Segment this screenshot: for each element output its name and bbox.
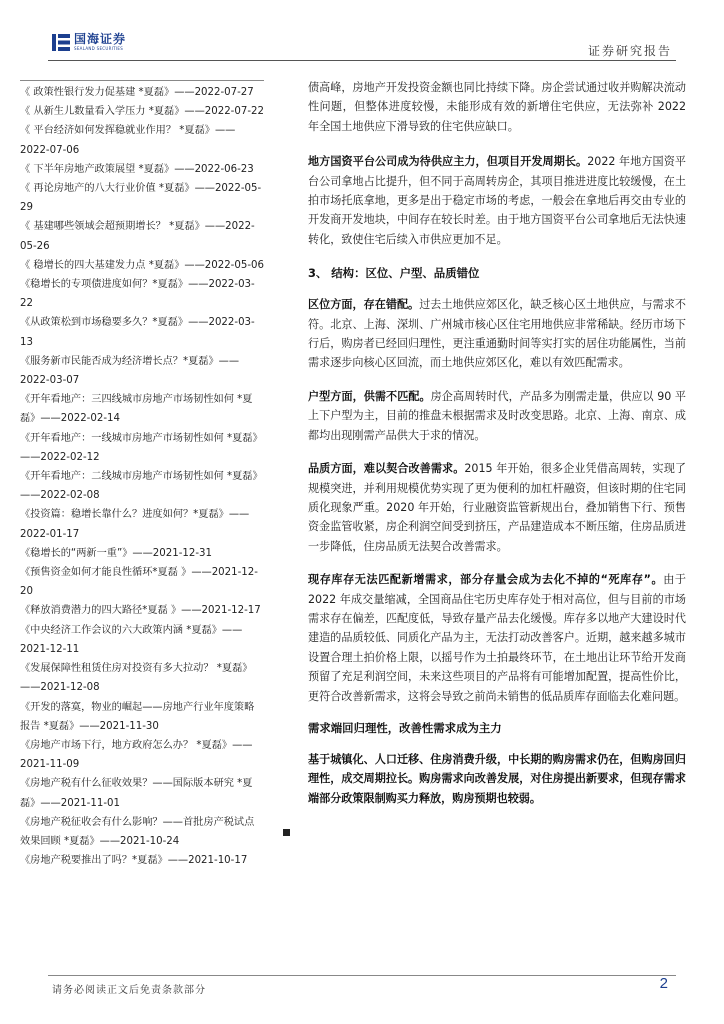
body-paragraph [308, 459, 686, 556]
main-content [308, 78, 686, 808]
paragraph-lead: 区位方面，存在错配。 [308, 298, 420, 312]
logo-english-name: SEALAND SECURITIES [74, 46, 124, 51]
footer-disclaimer: 请务必阅读正文后免责条款部分 [52, 985, 206, 996]
page-header [0, 0, 724, 62]
related-report-link[interactable]: 《 从新生儿数量看入学压力 *夏磊》——2022-07-22 [20, 106, 264, 118]
related-report-link[interactable]: 《释放消费潜力的四大路径*夏磊 》——2021-12-17 [20, 605, 261, 617]
related-report-link[interactable]: 《房地产税要推出了吗？*夏磊》——2021-10-17 [20, 855, 248, 867]
paragraph-text: 2015 年开始，很多企业凭借高周转，实现了规模突进，并利用规模优势实现了更为便利的加杠杆融资，但该时期的住宅同质化现象严重。2020 年开始，行业融资监管新规出台，叠加销售下行、预售资金监管收紧，房企利润空间受到挤压，产品建造成本不断压缩，住房品质进一步降低，住房品质无法契合改善需求。 [308, 462, 686, 553]
logo-chinese-name: 国海证券 [74, 32, 127, 46]
paragraph-lead: 基于城镇化、人口迁移、住房消费升级，中长期的购房需求仍在，但购房回归理性，成交周期拉长。购房需求向改善发展，对住房提出新要求，但现存需求端部分政策限制购买力释放，购房预期也较弱。 [308, 752, 686, 805]
body-paragraph [308, 387, 686, 445]
paragraph-lead: 户型方面，供需不匹配。 [308, 389, 431, 403]
paragraph-text: 由于 2022 年成交量缩减，全国商品住宅历史库存处于相对高位，但与目前的市场需求存在偏差，匹配度低，导致存量产品去化缓慢。库存多以地产大建设时代建造的品质较低、同质化产品为主，无法打动改善客户。近期，越来越多城市设置合理土拍价格上限，以摇号作为土拍最终环节，在土地出让环节给开发商预留了充足利润空间，未来这些项目的产品将有可能增加配置，提高性价比，更符合改善新需求，这将会导致之前尚未销售的低品质库存面临去化难问题。 [308, 573, 686, 703]
related-reports-list [20, 83, 264, 870]
bullet-square-icon [283, 829, 290, 836]
footer-divider [48, 975, 676, 976]
bullet-heading: 需求端回归理性，改善性需求成为主力 [308, 720, 502, 735]
related-report-link[interactable]: 《发展保障性租赁住房对投资有多大拉动？ *夏磊》——2021-12-08 [20, 663, 253, 694]
company-logo [52, 33, 126, 51]
paragraph-text: 2022 年地方国资平台公司拿地占比提升，但不同于高周转房企，其项目推进进度比较缓慢，在土拍市场托底拿地，更多是出于稳定市场的考虑，一般会在拿地后再交由专业的开发商开发地块，中间存在较长时差。由于地方国资平台公司拿地后无法快速转化，致使住宅后续入市供应更加不足。 [308, 155, 686, 246]
page-number: 2 [659, 975, 668, 992]
section-heading: 3、 结构：区位、户型、品质错位 [308, 266, 480, 281]
body-paragraph [308, 750, 686, 808]
related-report-link[interactable]: 《预售资金如何才能良性循环*夏磊 》——2021-12-20 [20, 567, 258, 598]
related-report-link[interactable]: 《房地产市场下行，地方政府怎么办？ *夏磊》——2021-11-09 [20, 739, 253, 771]
body-paragraph [308, 570, 686, 706]
related-report-link[interactable]: 《 稳增长的四大基建发力点 *夏磊》——2022-05-06 [20, 259, 264, 271]
sealand-logo-icon [52, 34, 70, 51]
related-report-link[interactable]: 《 政策性银行发力促基建 *夏磊》——2022-07-27 [20, 87, 254, 98]
body-paragraph: 债高峰，房地产开发投资金额也同比持续下降。房企尝试通过收并购解决流动性问题，但整体进度较慢，未能形成有效的新增住宅供应，无法弥补 2022 年全国土地供应下滑导致的住宅供应缺口。 [308, 81, 686, 133]
related-report-link[interactable]: 《房地产税征收会有什么影响？——首批房产税试点效果回顾 *夏磊》——2021-10-24 [20, 816, 255, 847]
paragraph-lead: 地方国资平台公司成为待供应主力，但项目开发周期长。 [308, 155, 588, 169]
related-report-link[interactable]: 《开年看地产：二线城市房地产市场韧性如何 *夏磊》——2022-02-08 [20, 471, 263, 502]
sidebar-top-divider [20, 80, 264, 81]
report-type-label: 证券研究报告 [587, 44, 672, 58]
related-report-link[interactable]: 《 平台经济如何发挥稳就业作用？ *夏磊》——2022-07-06 [20, 125, 236, 156]
related-report-link[interactable]: 《投资篇：稳增长靠什么？进度如何？*夏磊》——2022-01-17 [20, 509, 250, 540]
body-paragraph [308, 152, 686, 249]
body-paragraph [308, 295, 686, 373]
related-report-link[interactable]: 《稳增长的专项债进度如何？*夏磊》——2022-03-22 [20, 279, 255, 310]
related-report-link[interactable]: 《 基建哪些领域会超预期增长？ *夏磊》——2022-05-26 [20, 221, 255, 252]
related-report-link[interactable]: 《开年看地产：一线城市房地产市场韧性如何 *夏磊》——2022-02-12 [20, 432, 263, 463]
related-report-link[interactable]: 《 下半年房地产政策展望 *夏磊》——2022-06-23 [20, 163, 254, 175]
related-report-link[interactable]: 《房地产税有什么征收效果？——国际版本研究 *夏磊》——2021-11-01 [20, 778, 253, 809]
related-report-link[interactable]: 《 再论房地产的八大行业价值 *夏磊》——2022-05-29 [20, 183, 262, 214]
related-report-link[interactable]: 《稳增长的“两新一重”》——2021-12-31 [20, 547, 213, 559]
paragraph-text: 房企高周转时代，产品多为刚需走量，供应以 90 平上下户型为主，目前的推盘未根据需求及时改变思路。北京、上海、南京、成都均出现刚需产品供大于求的情况。 [308, 389, 686, 442]
related-report-link[interactable]: 《从政策松到市场稳要多久？*夏磊》——2022-03-13 [20, 317, 255, 348]
related-report-link[interactable]: 《开年看地产：三四线城市房地产市场韧性如何 *夏磊》——2022-02-14 [20, 394, 253, 425]
paragraph-lead: 品质方面，难以契合改善需求。 [308, 462, 465, 476]
related-report-link[interactable]: 《服务新市民能否成为经济增长点？*夏磊》——2022-03-07 [20, 355, 240, 387]
paragraph-lead: 现存库存无法匹配新增需求，部分存量会成为去化不掉的“死库存”。 [308, 573, 664, 587]
paragraph-text: 过去土地供应郊区化，缺乏核心区土地供应，与需求不符。北京、上海、深圳、广州城市核心区住宅用地供应非常稀缺。经历市场下行后，购房者已经回归理性，更注重通勤时间等实打实的居住功能属性，当前需求逐步向核心区回流，而土地供应郊区化，难以有效匹配需求。 [308, 298, 686, 370]
related-report-link[interactable]: 《开发的落寞，物业的崛起——房地产行业年度策略报告 *夏磊》——2021-11-30 [20, 701, 255, 732]
header-divider [48, 60, 676, 61]
related-report-link[interactable]: 《中央经济工作会议的六大政策内涵 *夏磊》——2021-12-11 [20, 624, 243, 655]
